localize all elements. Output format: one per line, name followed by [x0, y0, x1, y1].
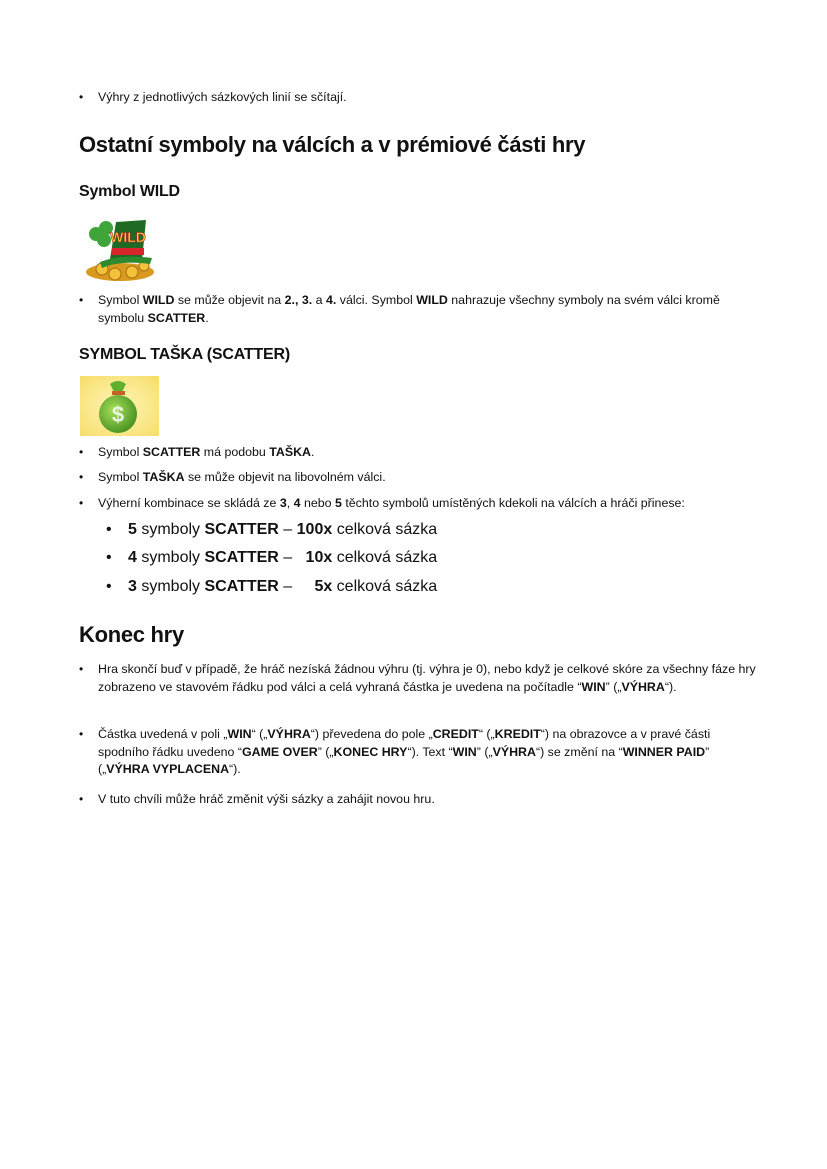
text-segment: “).: [664, 679, 677, 694]
scatter-heading: SYMBOL TAŠKA (SCATTER): [79, 346, 290, 363]
text-segment: Částka uvedená v poli „: [98, 727, 228, 741]
text-segment: –: [278, 521, 297, 538]
text-segment: těchto symbolů umístěných kdekoli na válcích a hráči přinese:: [341, 496, 685, 510]
bullet-item: [98, 89, 758, 107]
text-segment: “).: [229, 762, 241, 776]
bold-text: KREDIT: [494, 727, 541, 741]
bold-text: CREDIT: [432, 727, 479, 741]
bold-text: SCATTER: [142, 445, 201, 459]
text-segment: Výherní kombinace se skládá ze: [98, 496, 280, 510]
text-segment: válci. Symbol: [336, 293, 417, 307]
text-segment: Symbol: [98, 445, 143, 459]
bold-text: WILD: [142, 293, 175, 307]
text-segment: ” („: [476, 744, 493, 759]
bullet-item: [98, 292, 758, 327]
text-segment: “) na obrazovce a v pravé části spodního řádku uvedeno “: [98, 727, 714, 759]
bold-text: VÝHRA: [621, 679, 665, 694]
bold-text: 5x: [314, 578, 333, 595]
bold-text: 3: [279, 496, 287, 510]
text-segment: nahrazuje všechny symboly na svém válci kromě symbolu: [98, 293, 724, 325]
bold-text: 100x: [296, 521, 333, 538]
text-segment: –: [278, 578, 315, 595]
money-bag-symbol-image: [80, 376, 159, 441]
text-segment: .: [205, 310, 209, 325]
bold-text: 3: [128, 578, 137, 595]
text-segment: nebo: [300, 496, 335, 510]
section-heading: Ostatní symboly na válcích a v prémiové části hry: [79, 132, 586, 157]
bold-text: 4: [128, 549, 137, 566]
bullet-item: [98, 726, 758, 779]
text-segment: se může objevit na libovolném válci.: [184, 470, 386, 484]
text-segment: symboly: [136, 578, 205, 595]
bold-text: WIN: [581, 679, 606, 694]
bold-text: 4.: [325, 293, 337, 307]
payout-item: [128, 520, 437, 540]
bold-text: TAŠKA: [269, 445, 312, 459]
bold-text: 10x: [305, 549, 333, 566]
bold-text: 4: [293, 496, 301, 510]
text-segment: V tuto chvíli může hráč změnit výši sázky a zahájit novou hru.: [98, 792, 435, 806]
bold-text: SCATTER: [204, 578, 279, 595]
text-segment: ” („: [605, 679, 622, 694]
text-segment: –: [278, 549, 306, 566]
bold-text: SCATTER: [147, 310, 206, 325]
text-segment: ,: [286, 496, 294, 510]
end-heading: Konec hry: [79, 622, 184, 647]
text-segment: symboly: [136, 549, 205, 566]
text-segment: a: [312, 293, 326, 307]
wild-heading: Symbol WILD: [79, 183, 180, 200]
text-segment: “). Text “: [407, 744, 453, 759]
bold-text: VÝHRA: [267, 727, 311, 741]
bold-text: VÝHRA: [492, 744, 536, 759]
bold-text: 2., 3.: [284, 293, 313, 307]
bullet-item: [98, 444, 758, 462]
text-segment: ” („: [317, 744, 334, 759]
dollar-sign: $: [111, 402, 125, 427]
text-segment: Symbol: [98, 293, 143, 307]
svg-text:WILD: WILD: [110, 229, 146, 245]
text-segment: “ („: [251, 727, 268, 741]
text-segment: “) se změní na “: [535, 744, 623, 759]
wild-symbol-image: [80, 214, 160, 287]
text-segment: “) převedena do pole „: [310, 727, 433, 741]
text-segment: “ („: [478, 727, 495, 741]
text-segment: symboly: [136, 521, 205, 538]
payout-item: [128, 548, 437, 568]
text-segment: celková sázka: [332, 549, 438, 566]
bold-text: SCATTER: [204, 521, 279, 538]
text-segment: .: [311, 445, 315, 459]
bold-text: 5: [128, 521, 137, 538]
bold-text: 5: [334, 496, 342, 510]
text-segment: Výhry z jednotlivých sázkových linií se sčítají.: [98, 90, 347, 104]
bold-text: TAŠKA: [142, 470, 185, 484]
bold-text: WINNER PAID: [622, 744, 706, 759]
bold-text: WILD: [416, 293, 448, 307]
bullet-item: [98, 791, 758, 809]
text-segment: má podobu: [200, 445, 270, 459]
bold-text: KONEC HRY: [333, 744, 408, 759]
text-segment: celková sázka: [332, 578, 438, 595]
text-segment: ” („: [98, 744, 713, 776]
bold-text: WIN: [227, 727, 252, 741]
payout-item: [128, 577, 437, 597]
bullet-item: [98, 661, 758, 696]
text-segment: celková sázka: [332, 521, 438, 538]
bold-text: VÝHRA VYPLACENA: [106, 762, 230, 776]
bullet-item: [98, 495, 758, 513]
bold-text: WIN: [452, 744, 477, 759]
bold-text: GAME OVER: [241, 744, 318, 759]
bullet-item: [98, 469, 758, 487]
text-segment: se může objevit na: [174, 293, 285, 307]
text-segment: Hra skončí buď v případě, že hráč nezíská žádnou výhru (tj. výhra je 0), nebo když je celkové skóre za všechny fáze hry zobrazeno ve stavovém řádku pod válci a celá vyhraná částka je uvedena na počítadle “: [98, 662, 760, 694]
bold-text: SCATTER: [204, 549, 279, 566]
text-segment: Symbol: [98, 470, 143, 484]
